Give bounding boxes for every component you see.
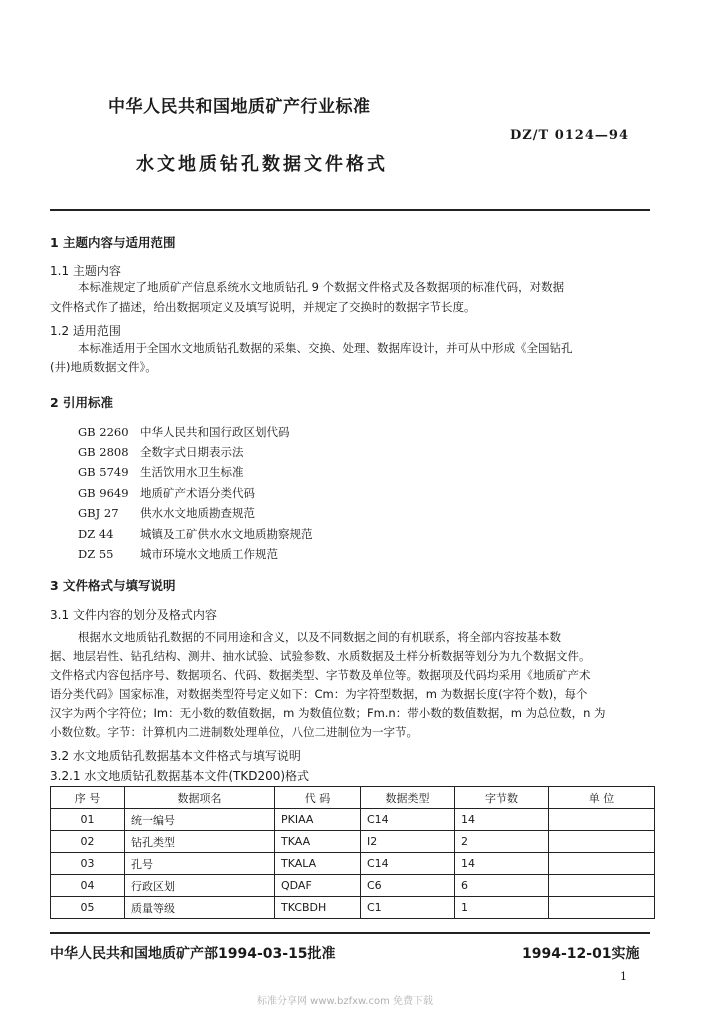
cell-code: TKAA <box>275 831 361 853</box>
cell-no: 02 <box>51 831 125 853</box>
cell-bytes: 14 <box>455 853 549 875</box>
cell-name: 统一编号 <box>125 809 275 831</box>
watermark: 标准分享网 www.bzfxw.com 免费下载 <box>257 996 433 1007</box>
cell-no: 03 <box>51 853 125 875</box>
effective-date: 1994-12-01实施 <box>522 946 640 962</box>
reference-name: 供水水文地质勘查规范 <box>140 506 255 520</box>
table-row <box>51 897 655 919</box>
reference-code: GBJ 27 <box>78 506 119 520</box>
section-3-1-line-1: 根据水文地质钻孔数据的不同用途和含义，以及不同数据之间的有机联系，将全部内容按基本数 <box>78 630 561 644</box>
column-header: 单 位 <box>549 787 655 809</box>
section-3-1-line-2: 据、地层岩性、钻孔结构、测井、抽水试验、试验参数、水质数据及土样分析数据等划分为九个数据文件。 <box>50 649 591 663</box>
reference-code: GB 5749 <box>78 465 129 479</box>
reference-code: GB 2260 <box>78 425 129 439</box>
table-row <box>51 809 655 831</box>
section-3-heading: 3 文件格式与填写说明 <box>50 578 176 593</box>
reference-code: DZ 44 <box>78 527 114 541</box>
cell-bytes: 1 <box>455 897 549 919</box>
reference-name: 地质矿产术语分类代码 <box>140 486 255 500</box>
header-rule <box>50 209 650 211</box>
footer-rule <box>50 932 650 934</box>
reference-item <box>78 464 244 480</box>
reference-name: 生活饮用水卫生标准 <box>140 465 244 479</box>
column-header: 序 号 <box>51 787 125 809</box>
section-3-1-heading: 3.1 文件内容的划分及格式内容 <box>50 608 217 622</box>
cell-unit <box>549 831 655 853</box>
section-1-1-heading: 1.1 主题内容 <box>50 264 121 278</box>
cell-no: 01 <box>51 809 125 831</box>
section-1-heading: 1 主题内容与适用范围 <box>50 235 176 250</box>
cell-bytes: 14 <box>455 809 549 831</box>
approval-line: 中华人民共和国地质矿产部1994-03-15批准 <box>50 946 336 962</box>
section-3-2-1-heading: 3.2.1 水文地质钻孔数据基本文件(TKD200)格式 <box>50 769 310 783</box>
table-header-row <box>51 787 655 809</box>
cell-type: I2 <box>361 831 455 853</box>
reference-name: 城市环境水文地质工作规范 <box>140 547 278 561</box>
section-3-1-line-5: 汉字为两个字符位；Im：无小数的数值数据，m 为数值位数；Fm.n：带小数的数值数据，m 为总位数，n 为 <box>50 706 606 720</box>
reference-name: 中华人民共和国行政区划代码 <box>140 425 290 439</box>
cell-name: 孔号 <box>125 853 275 875</box>
cell-unit <box>549 875 655 897</box>
issuing-organization: 中华人民共和国地质矿产行业标准 <box>108 97 371 117</box>
column-header: 代 码 <box>275 787 361 809</box>
reference-name: 城镇及工矿供水水文地质勘察规范 <box>140 527 313 541</box>
table-row <box>51 853 655 875</box>
cell-code: QDAF <box>275 875 361 897</box>
cell-name: 质量等级 <box>125 897 275 919</box>
section-1-2-line-2: (井)地质数据文件》。 <box>50 360 157 374</box>
reference-item <box>78 485 255 501</box>
reference-item <box>78 505 255 521</box>
cell-type: C14 <box>361 809 455 831</box>
table-row <box>51 875 655 897</box>
reference-item <box>78 424 290 440</box>
reference-code: DZ 55 <box>78 547 114 561</box>
page-number: 1 <box>620 970 627 983</box>
cell-name: 钻孔类型 <box>125 831 275 853</box>
cell-unit <box>549 809 655 831</box>
section-1-2-heading: 1.2 适用范围 <box>50 324 121 338</box>
cell-type: C1 <box>361 897 455 919</box>
cell-unit <box>549 853 655 875</box>
cell-bytes: 6 <box>455 875 549 897</box>
cell-no: 04 <box>51 875 125 897</box>
cell-unit <box>549 897 655 919</box>
reference-code: GB 2808 <box>78 445 129 459</box>
cell-name: 行政区划 <box>125 875 275 897</box>
cell-code: TKCBDH <box>275 897 361 919</box>
cell-code: PKIAA <box>275 809 361 831</box>
section-1-2-line-1: 本标准适用于全国水文地质钻孔数据的采集、交换、处理、数据库设计，并可从中形成《全国钻孔 <box>78 341 573 355</box>
section-1-1-line-1: 本标准规定了地质矿产信息系统水文地质钻孔 9 个数据文件格式及各数据项的标准代码，对数据 <box>78 280 565 294</box>
standard-code: DZ/T 0124—94 <box>510 128 629 143</box>
data-format-table <box>50 786 655 919</box>
table-row <box>51 831 655 853</box>
cell-code: TKALA <box>275 853 361 875</box>
cell-bytes: 2 <box>455 831 549 853</box>
reference-item <box>78 546 278 562</box>
section-2-heading: 2 引用标准 <box>50 395 114 410</box>
column-header: 数据项名 <box>125 787 275 809</box>
section-1-1-line-2: 文件格式作了描述，给出数据项定义及填写说明，并规定了交换时的数据字节长度。 <box>50 300 476 314</box>
reference-name: 全数字式日期表示法 <box>140 445 244 459</box>
section-3-1-line-3: 文件格式内容包括序号、数据项名、代码、数据类型、字节数及单位等。数据项及代码均采用《地质矿产术 <box>50 668 591 682</box>
section-3-2-heading: 3.2 水文地质钻孔数据基本文件格式与填写说明 <box>50 749 301 763</box>
reference-code: GB 9649 <box>78 486 129 500</box>
cell-type: C6 <box>361 875 455 897</box>
cell-no: 05 <box>51 897 125 919</box>
reference-item <box>78 444 244 460</box>
section-3-1-line-6: 小数位数。字节：计算机内二进制数处理单位，八位二进制位为一字节。 <box>50 725 418 739</box>
cell-type: C14 <box>361 853 455 875</box>
column-header: 字节数 <box>455 787 549 809</box>
document-title: 水文地质钻孔数据文件格式 <box>136 154 388 175</box>
reference-item <box>78 526 313 542</box>
column-header: 数据类型 <box>361 787 455 809</box>
section-3-1-line-4: 语分类代码》国家标准，对数据类型符号定义如下：Cm：为字符型数据，m 为数据长度(字符个数)，每个 <box>50 687 588 701</box>
